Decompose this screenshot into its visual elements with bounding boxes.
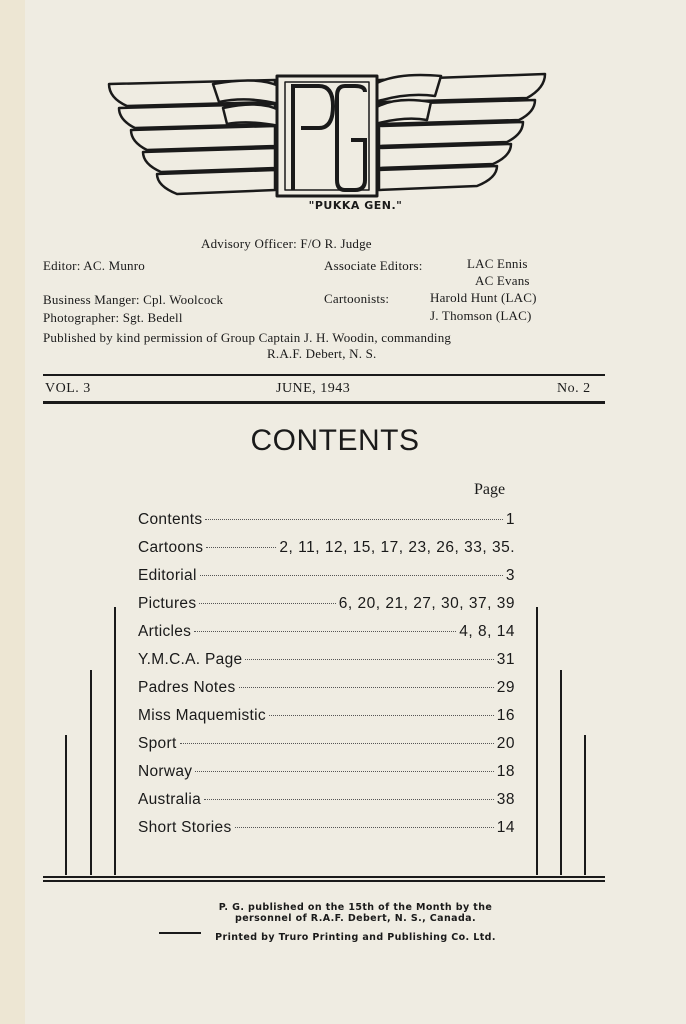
cartoonists-label: Cartoonists: bbox=[324, 291, 390, 306]
logo-subtitle: "PUKKA GEN." bbox=[308, 199, 403, 212]
leader-dots bbox=[204, 799, 494, 800]
toc-label: Short Stories bbox=[138, 819, 232, 836]
leader-dots bbox=[199, 603, 335, 604]
toc-entry[interactable] bbox=[138, 646, 515, 674]
associate-editor-2: AC Evans bbox=[475, 273, 530, 288]
toc-label: Editorial bbox=[138, 567, 197, 584]
toc-pages: 16 bbox=[496, 707, 515, 724]
toc-entry[interactable] bbox=[138, 730, 515, 758]
toc-label: Pictures bbox=[138, 595, 197, 612]
permission-line-2: R.A.F. Debert, N. S. bbox=[267, 346, 377, 361]
bottom-rule-1 bbox=[43, 876, 605, 878]
leader-dots bbox=[180, 743, 494, 744]
decorative-bar-left-2 bbox=[90, 670, 92, 875]
toc-label: Cartoons bbox=[138, 539, 204, 556]
toc-pages: 4, 8, 14 bbox=[459, 623, 515, 640]
toc-label: Miss Maquemistic bbox=[138, 707, 266, 724]
toc-entry[interactable] bbox=[138, 562, 515, 590]
leader-dots bbox=[245, 659, 493, 660]
toc-label: Articles bbox=[138, 623, 192, 640]
leader-dots bbox=[195, 771, 493, 772]
toc-entry[interactable] bbox=[138, 758, 515, 786]
toc-entry[interactable] bbox=[138, 674, 515, 702]
page-column-header: Page bbox=[474, 481, 506, 498]
footer-line-1: P. G. published on the 15th of the Month by the bbox=[218, 902, 493, 913]
toc-entry[interactable] bbox=[138, 814, 515, 842]
leader-dots bbox=[235, 827, 494, 828]
leader-dots bbox=[206, 547, 276, 548]
toc-pages: 6, 20, 21, 27, 30, 37, 39 bbox=[338, 595, 515, 612]
toc-pages: 20 bbox=[496, 735, 515, 752]
decorative-bar-right-2 bbox=[560, 670, 562, 875]
contents-list bbox=[138, 506, 515, 842]
advisory-officer: Advisory Officer: F/O R. Judge bbox=[201, 236, 372, 251]
decorative-bar-right-3 bbox=[584, 735, 586, 875]
toc-pages: 38 bbox=[496, 791, 515, 808]
toc-entry[interactable] bbox=[138, 534, 515, 562]
toc-entry[interactable] bbox=[138, 786, 515, 814]
cartoonist-1: Harold Hunt (LAC) bbox=[430, 290, 537, 305]
toc-label: Norway bbox=[138, 763, 193, 780]
issue-number: No. 2 bbox=[557, 381, 591, 396]
editor: Editor: AC. Munro bbox=[43, 258, 145, 273]
footer-line-2: personnel of R.A.F. Debert, N. S., Canada. bbox=[235, 913, 476, 924]
decorative-bar-left-3 bbox=[114, 607, 116, 875]
associate-editors-label: Associate Editors: bbox=[324, 258, 423, 273]
leader-dots bbox=[205, 519, 502, 520]
decorative-bar-right-1 bbox=[536, 607, 538, 875]
toc-pages: 2, 11, 12, 15, 17, 23, 26, 33, 35. bbox=[279, 539, 515, 556]
contents-title: CONTENTS bbox=[250, 424, 420, 457]
issue-rule-bottom bbox=[43, 401, 605, 404]
cartoonist-2: J. Thomson (LAC) bbox=[430, 308, 532, 323]
associate-editor-1: LAC Ennis bbox=[467, 256, 528, 271]
issue-volume: VOL. 3 bbox=[45, 381, 91, 396]
permission-line-1: Published by kind permission of Group Captain J. H. Woodin, commanding bbox=[43, 330, 452, 345]
toc-entry[interactable] bbox=[138, 506, 515, 534]
toc-entry[interactable] bbox=[138, 702, 515, 730]
leader-dots bbox=[194, 631, 456, 632]
leader-dots bbox=[269, 715, 494, 716]
printer-credit: Printed by Truro Printing and Publishing Co. Ltd. bbox=[215, 932, 496, 943]
leader-dots bbox=[200, 575, 503, 576]
leader-dots bbox=[239, 687, 494, 688]
toc-pages: 31 bbox=[496, 651, 515, 668]
toc-pages: 29 bbox=[496, 679, 515, 696]
toc-label: Contents bbox=[138, 511, 203, 528]
issue-date: JUNE, 1943 bbox=[276, 381, 351, 396]
bottom-rule-2 bbox=[43, 880, 605, 882]
toc-label: Y.M.C.A. Page bbox=[138, 651, 243, 668]
toc-label: Padres Notes bbox=[138, 679, 236, 696]
photographer: Photographer: Sgt. Bedell bbox=[43, 310, 183, 325]
decorative-bar-left-1 bbox=[65, 735, 67, 875]
issue-rule-top bbox=[43, 374, 605, 376]
business-manager: Business Manger: Cpl. Woolcock bbox=[43, 292, 224, 307]
toc-pages: 3 bbox=[505, 567, 515, 584]
toc-entry[interactable] bbox=[138, 618, 515, 646]
toc-label: Sport bbox=[138, 735, 177, 752]
pg-wings-logo bbox=[107, 62, 547, 202]
toc-pages: 18 bbox=[496, 763, 515, 780]
toc-label: Australia bbox=[138, 791, 202, 808]
toc-pages: 1 bbox=[505, 511, 515, 528]
magazine-page bbox=[25, 0, 686, 1024]
toc-pages: 14 bbox=[496, 819, 515, 836]
toc-entry[interactable] bbox=[138, 590, 515, 618]
